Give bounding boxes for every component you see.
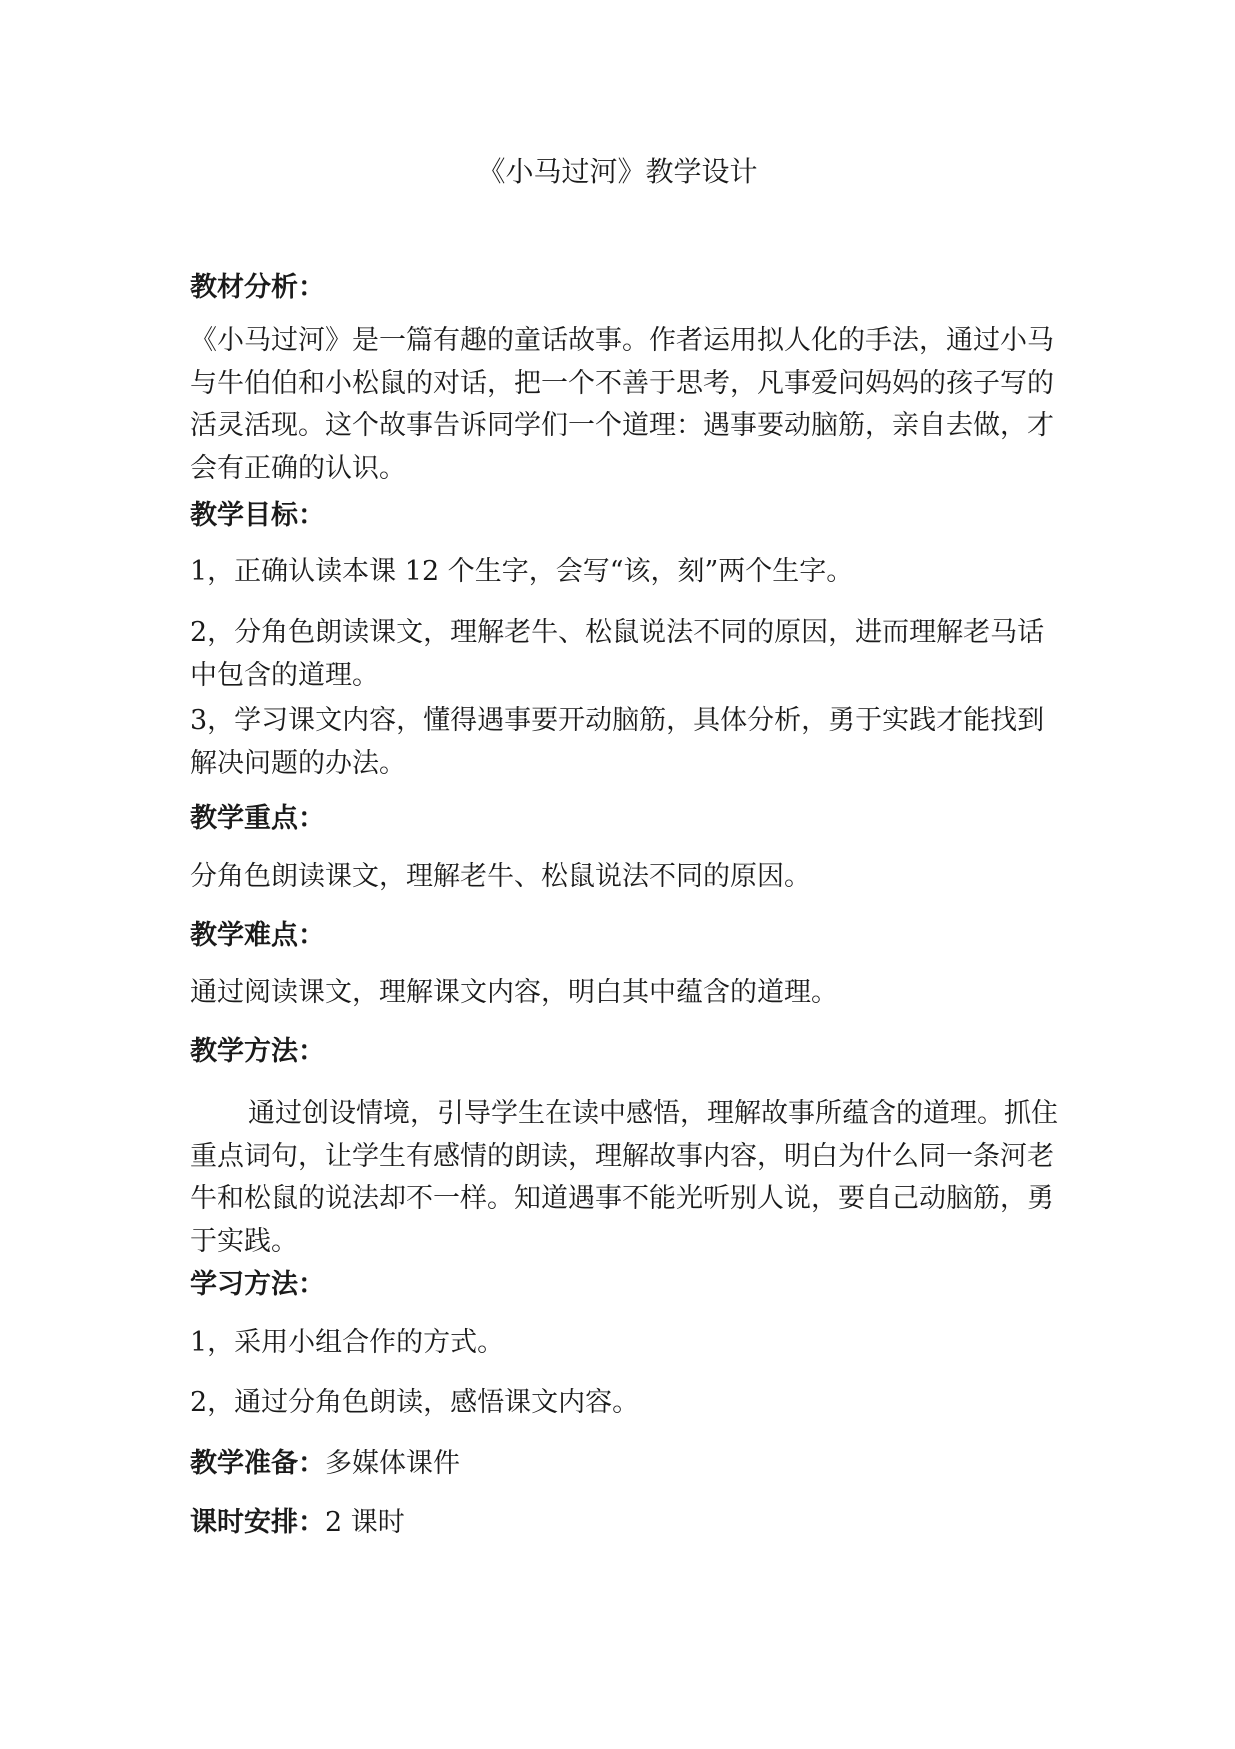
goal-item-2: 2，分角色朗读课文，理解老牛、松鼠说法不同的原因，进而理解老马话中包含的道理。 bbox=[190, 617, 1045, 691]
heading-key-points: 教学重点： bbox=[190, 803, 325, 834]
document-title: 《小马过河》教学设计 bbox=[477, 155, 758, 188]
learning-method-item-1: 1，采用小组合作的方式。 bbox=[190, 1327, 505, 1358]
heading-difficulties: 教学难点： bbox=[190, 920, 325, 951]
preparation-value: 多媒体课件 bbox=[325, 1448, 460, 1479]
schedule-value: 2 课时 bbox=[325, 1507, 405, 1538]
learning-method-item-2: 2，通过分角色朗读，感悟课文内容。 bbox=[190, 1387, 640, 1418]
preparation-label: 教学准备： bbox=[190, 1448, 325, 1479]
paragraph-teaching-methods: 通过创设情境，引导学生在读中感悟，理解故事所蕴含的道理。抓住重点词句，让学生有感情的朗读，理解故事内容，明白为什么同一条河老牛和松鼠的说法却不一样。知道遇事不能光听别人说，要自己动脑筋，勇于实践。 bbox=[190, 1098, 1058, 1257]
heading-learning-methods: 学习方法： bbox=[190, 1269, 325, 1300]
goal-item-3: 3，学习课文内容，懂得遇事要开动脑筋，具体分析，勇于实践才能找到解决问题的办法。 bbox=[190, 705, 1045, 779]
heading-goals: 教学目标： bbox=[190, 500, 325, 531]
schedule-label: 课时安排： bbox=[190, 1507, 325, 1538]
paragraph-key-points: 分角色朗读课文，理解老牛、松鼠说法不同的原因。 bbox=[190, 861, 811, 892]
heading-teaching-methods: 教学方法： bbox=[190, 1036, 325, 1067]
paragraph-difficulties: 通过阅读课文，理解课文内容，明白其中蕴含的道理。 bbox=[190, 977, 838, 1008]
schedule-line bbox=[190, 1501, 1070, 1544]
preparation-line bbox=[190, 1442, 1070, 1485]
paragraph-analysis: 《小马过河》是一篇有趣的童话故事。作者运用拟人化的手法，通过小马与牛伯伯和小松鼠的对话，把一个不善于思考，凡事爱问妈妈的孩子写的活灵活现。这个故事告诉同学们一个道理：遇事要动脑筋，亲自去做，才会有正确的认识。 bbox=[190, 325, 1054, 484]
heading-analysis: 教材分析： bbox=[190, 272, 325, 303]
goal-item-1: 1，正确认读本课 12 个生字，会写“该，刻”两个生字。 bbox=[190, 556, 854, 587]
